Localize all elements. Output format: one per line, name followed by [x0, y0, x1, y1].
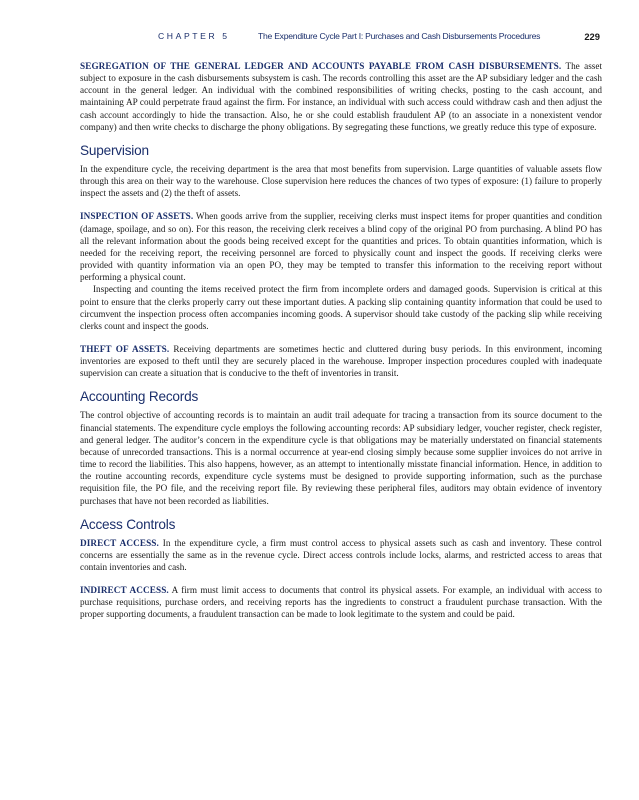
- accounting-records-heading: Accounting Records: [80, 389, 199, 405]
- inspection-paragraph-2: Inspecting and counting the items received protect the firm from incomplete orders and damaged goods. Supervision is critical at this point to ensure that the clerks properly carry out these important duties. A packing slip containing quantity information that could be used to circumvent the inspection process often accompanies incoming goods. A supervisor should take custody of the packing slip while receiving clerks count and inspect the goods.: [80, 284, 602, 331]
- indirect-access-text: A firm must limit access to documents that control its physical assets. For example, an individual with access to purchase requisitions, purchase orders, and receiving reports has the ingredients to construct a fraudulent purchase transaction. With the proper supporting documents, a fraudulent transaction can be made to look legitimate to the system and could be paid.: [80, 585, 602, 620]
- direct-access-paragraph: [80, 537, 602, 573]
- segregation-paragraph: [80, 60, 602, 133]
- body-text: [80, 60, 602, 621]
- supervision-paragraph: In the expenditure cycle, the receiving department is the area that most benefits from supervision. Large quantities of valuable assets flow through this area on their way to the warehouse. Close supervision here reduces the chances of two types of exposure: (1) failure to properly inspect the assets and (2) the theft of assets.: [80, 163, 602, 199]
- inspection-text: When goods arrive from the supplier, receiving clerks must inspect items for proper quantities and condition (damage, spoilage, and so on). For this reason, the receiving clerk receives a blind copy of the original PO from purchasing. A blind PO has all the relevant information about the goods being received except for the quantities and prices. To obtain quantities information, which is needed for the receiving report, the receiving personnel are forced to physically count and inspect the goods. If receiving clerks were provided with quantity information via an open PO, they may be tempted to transfer this information to the receiving report without performing a physical count.: [80, 211, 602, 283]
- theft-runin-heading: THEFT OF ASSETS.: [80, 343, 170, 354]
- segregation-text: The asset subject to exposure in the cash disbursements subsystem is cash. The records controlling this asset are the AP subsidiary ledger and the cash account in the general ledger. An individual with the combined responsibilities of writing checks, posting to the cash account, and maintaining AP could perpetrate fraud against the firm. For instance, an individual with such access could withdraw cash and then adjust the cash account accordingly to hide the transaction. Also, he or she could establish fraudulent AP (to an associate in a nonexistent vendor company) and then write checks to discharge the phony obligations. By segregating these functions, we greatly reduce this type of exposure.: [80, 61, 602, 132]
- theft-paragraph: [80, 343, 602, 379]
- indirect-access-paragraph: [80, 584, 602, 620]
- accounting-records-paragraph: The control objective of accounting records is to maintain an audit trail adequate for tracing a transaction from its source document to the financial statements. The expenditure cycle employs the following accounting records: AP subsidiary ledger, voucher register, check register, and general ledger. The auditor’s concern in the expenditure cycle is that obligations may be materially understated on financial statements because of unrecorded transactions. This is a normal occurrence at year-end closing simply because some supplier invoices do not arrive in time to record the liabilities. This also happens, however, as an attempt to intentionally misstate financial information. Hence, in addition to the routine accounting records, expenditure cycle systems must be designed to provide supporting information, such as the purchase requisition file, the PO file, and the receiving report file. By reviewing these peripheral files, auditors may obtain evidence of inventory purchases that have not been recorded as liabilities.: [80, 410, 602, 506]
- access-controls-heading: Access Controls: [80, 516, 176, 532]
- inspection-paragraph: [80, 210, 602, 283]
- segregation-runin-heading: SEGREGATION OF THE GENERAL LEDGER AND ACCOUNTS PAYABLE FROM CASH DISBURSEMENTS.: [80, 61, 562, 71]
- supervision-heading: Supervision: [80, 142, 149, 158]
- running-header: [80, 31, 600, 45]
- direct-access-runin-heading: DIRECT ACCESS.: [80, 537, 159, 548]
- chapter-title: The Expenditure Cycle Part I: Purchases and Cash Disbursements Procedures: [258, 31, 541, 41]
- inspection-runin-heading: INSPECTION OF ASSETS.: [80, 211, 194, 222]
- direct-access-text: In the expenditure cycle, a firm must control access to physical assets such as cash and inventory. These control concerns are essentially the same as in the revenue cycle. Direct access controls include locks, alarms, and restricted access to areas that contain inventories and cash.: [80, 537, 602, 572]
- indirect-access-runin-heading: INDIRECT ACCESS.: [80, 585, 169, 596]
- chapter-label: CHAPTER 5: [158, 31, 230, 41]
- theft-text: Receiving departments are sometimes hectic and cluttered during busy periods. In this environment, incoming inventories are exposed to theft until they are securely placed in the warehouse. Improper inspection procedures coupled with inadequate supervision can create a situation that is conducive to the theft of inventories in transit.: [80, 343, 602, 379]
- page-number: 229: [584, 31, 600, 42]
